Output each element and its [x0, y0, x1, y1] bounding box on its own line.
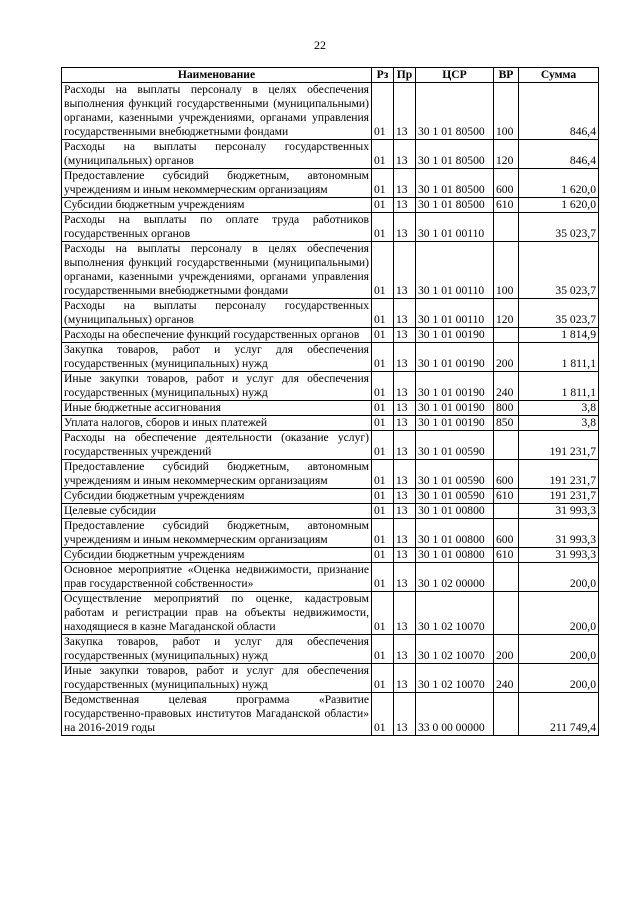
- cell-sum: 31 993,3: [519, 548, 599, 563]
- cell-pr: 13: [394, 140, 416, 169]
- table-row: [62, 169, 599, 198]
- cell-rz: 01: [372, 83, 394, 140]
- cell-rz: 01: [372, 140, 394, 169]
- cell-pr: 13: [394, 664, 416, 693]
- cell-csr: 30 1 01 80500: [416, 198, 494, 213]
- cell-csr: 30 1 01 00590: [416, 460, 494, 489]
- cell-name: Целевые субсидии: [62, 504, 372, 519]
- cell-vr: [494, 431, 519, 460]
- cell-name: Расходы на выплаты персоналу в целях обеспечения выполнения функций государственными (муниципальными) органами, казенными учреждениями, органами управления государственными внебюджетными фондами: [62, 83, 372, 140]
- cell-vr: 100: [494, 83, 519, 140]
- cell-vr: 240: [494, 664, 519, 693]
- cell-csr: 30 1 01 00110: [416, 213, 494, 242]
- cell-vr: 100: [494, 242, 519, 299]
- header-sum: Сумма: [519, 68, 599, 83]
- cell-vr: [494, 592, 519, 635]
- cell-rz: 01: [372, 563, 394, 592]
- cell-vr: 610: [494, 489, 519, 504]
- cell-csr: 30 1 02 00000: [416, 563, 494, 592]
- cell-sum: 1 811,1: [519, 372, 599, 401]
- cell-rz: 01: [372, 198, 394, 213]
- table-row: [62, 635, 599, 664]
- cell-rz: 01: [372, 328, 394, 343]
- cell-csr: 30 1 01 00590: [416, 431, 494, 460]
- cell-rz: 01: [372, 460, 394, 489]
- page-number: 22: [314, 38, 326, 52]
- cell-pr: 13: [394, 460, 416, 489]
- cell-sum: 1 814,9: [519, 328, 599, 343]
- table-row: [62, 489, 599, 504]
- cell-pr: 13: [394, 328, 416, 343]
- table-row: [62, 693, 599, 736]
- cell-pr: 13: [394, 635, 416, 664]
- cell-vr: 610: [494, 198, 519, 213]
- cell-name: Иные закупки товаров, работ и услуг для обеспечения государственных (муниципальных) нужд: [62, 664, 372, 693]
- cell-name: Иные закупки товаров, работ и услуг для обеспечения государственных (муниципальных) нужд: [62, 372, 372, 401]
- cell-sum: 191 231,7: [519, 431, 599, 460]
- cell-csr: 30 1 01 00190: [416, 328, 494, 343]
- cell-csr: 30 1 01 00190: [416, 401, 494, 416]
- cell-vr: [494, 328, 519, 343]
- cell-pr: 13: [394, 242, 416, 299]
- cell-pr: 13: [394, 198, 416, 213]
- cell-pr: 13: [394, 431, 416, 460]
- cell-sum: 1 620,0: [519, 198, 599, 213]
- cell-name: Расходы на обеспечение функций государственных органов: [62, 328, 372, 343]
- cell-rz: 01: [372, 372, 394, 401]
- cell-rz: 01: [372, 519, 394, 548]
- cell-pr: 13: [394, 489, 416, 504]
- header-pr: Пр: [394, 68, 416, 83]
- cell-vr: 600: [494, 460, 519, 489]
- cell-pr: 13: [394, 83, 416, 140]
- cell-pr: 13: [394, 548, 416, 563]
- cell-name: Ведомственная целевая программа «Развитие государственно-правовых институтов Магаданской области» на 2016-2019 годы: [62, 693, 372, 736]
- table-row: [62, 328, 599, 343]
- cell-sum: 31 993,3: [519, 504, 599, 519]
- cell-vr: [494, 213, 519, 242]
- cell-csr: 30 1 01 00800: [416, 504, 494, 519]
- cell-name: Расходы на обеспечение деятельности (оказание услуг) государственных учреждений: [62, 431, 372, 460]
- cell-pr: 13: [394, 343, 416, 372]
- cell-pr: 13: [394, 372, 416, 401]
- cell-sum: 31 993,3: [519, 519, 599, 548]
- header-row: [62, 68, 599, 83]
- budget-table: [61, 67, 599, 736]
- cell-vr: 600: [494, 519, 519, 548]
- cell-vr: 610: [494, 548, 519, 563]
- cell-name: Расходы на выплаты по оплате труда работников государственных органов: [62, 213, 372, 242]
- cell-csr: 30 1 01 00800: [416, 519, 494, 548]
- cell-name: Уплата налогов, сборов и иных платежей: [62, 416, 372, 431]
- cell-vr: [494, 563, 519, 592]
- cell-sum: 1 620,0: [519, 169, 599, 198]
- cell-vr: 200: [494, 343, 519, 372]
- table-row: [62, 416, 599, 431]
- cell-name: Субсидии бюджетным учреждениям: [62, 548, 372, 563]
- cell-name: Предоставление субсидий бюджетным, автономным учреждениям и иным некоммерческим организациям: [62, 169, 372, 198]
- cell-vr: 120: [494, 299, 519, 328]
- cell-pr: 13: [394, 213, 416, 242]
- table-row: [62, 548, 599, 563]
- cell-rz: 01: [372, 504, 394, 519]
- cell-name: Расходы на выплаты персоналу в целях обеспечения выполнения функций государственными (муниципальными) органами, казенными учреждениями, органами управления государственными внебюджетными фондами: [62, 242, 372, 299]
- cell-csr: 30 1 01 00110: [416, 299, 494, 328]
- cell-vr: 200: [494, 635, 519, 664]
- cell-csr: 30 1 01 00190: [416, 416, 494, 431]
- cell-name: Расходы на выплаты персоналу государственных (муниципальных) органов: [62, 140, 372, 169]
- cell-rz: 01: [372, 635, 394, 664]
- cell-sum: 3,8: [519, 416, 599, 431]
- table-header: [62, 68, 599, 83]
- cell-sum: 846,4: [519, 83, 599, 140]
- cell-csr: 30 1 01 00800: [416, 548, 494, 563]
- table-row: [62, 343, 599, 372]
- cell-name: Субсидии бюджетным учреждениям: [62, 489, 372, 504]
- cell-sum: 200,0: [519, 563, 599, 592]
- cell-vr: [494, 504, 519, 519]
- cell-rz: 01: [372, 548, 394, 563]
- cell-csr: 30 1 01 00110: [416, 242, 494, 299]
- cell-name: Субсидии бюджетным учреждениям: [62, 198, 372, 213]
- cell-csr: 33 0 00 00000: [416, 693, 494, 736]
- cell-vr: 120: [494, 140, 519, 169]
- cell-csr: 30 1 02 10070: [416, 664, 494, 693]
- cell-sum: 200,0: [519, 664, 599, 693]
- table-row: [62, 563, 599, 592]
- cell-csr: 30 1 01 80500: [416, 140, 494, 169]
- table-row: [62, 213, 599, 242]
- cell-sum: 1 811,1: [519, 343, 599, 372]
- cell-csr: 30 1 02 10070: [416, 592, 494, 635]
- cell-csr: 30 1 01 80500: [416, 83, 494, 140]
- cell-rz: 01: [372, 401, 394, 416]
- cell-sum: 3,8: [519, 401, 599, 416]
- cell-name: Закупка товаров, работ и услуг для обеспечения государственных (муниципальных) нужд: [62, 343, 372, 372]
- cell-rz: 01: [372, 169, 394, 198]
- cell-name: Предоставление субсидий бюджетным, автономным учреждениям и иным некоммерческим организациям: [62, 460, 372, 489]
- table-body: [62, 83, 599, 736]
- cell-pr: 13: [394, 693, 416, 736]
- table-row: [62, 519, 599, 548]
- cell-name: Основное мероприятие «Оценка недвижимости, признание прав государственной собственности»: [62, 563, 372, 592]
- cell-pr: 13: [394, 504, 416, 519]
- cell-vr: 600: [494, 169, 519, 198]
- cell-csr: 30 1 01 00190: [416, 343, 494, 372]
- cell-rz: 01: [372, 664, 394, 693]
- table-row: [62, 664, 599, 693]
- cell-vr: [494, 693, 519, 736]
- cell-name: Иные бюджетные ассигнования: [62, 401, 372, 416]
- cell-csr: 30 1 01 00590: [416, 489, 494, 504]
- table-row: [62, 83, 599, 140]
- table-row: [62, 401, 599, 416]
- header-vr: ВР: [494, 68, 519, 83]
- cell-sum: 200,0: [519, 592, 599, 635]
- cell-sum: 191 231,7: [519, 460, 599, 489]
- cell-sum: 35 023,7: [519, 242, 599, 299]
- cell-sum: 211 749,4: [519, 693, 599, 736]
- header-name: Наименование: [62, 68, 372, 83]
- table-row: [62, 460, 599, 489]
- cell-name: Расходы на выплаты персоналу государственных (муниципальных) органов: [62, 299, 372, 328]
- cell-vr: 240: [494, 372, 519, 401]
- cell-vr: 850: [494, 416, 519, 431]
- table-row: [62, 299, 599, 328]
- header-csr: ЦСР: [416, 68, 494, 83]
- cell-csr: 30 1 02 10070: [416, 635, 494, 664]
- cell-pr: 13: [394, 592, 416, 635]
- cell-rz: 01: [372, 693, 394, 736]
- cell-pr: 13: [394, 519, 416, 548]
- cell-pr: 13: [394, 401, 416, 416]
- table-row: [62, 431, 599, 460]
- cell-sum: 35 023,7: [519, 299, 599, 328]
- cell-pr: 13: [394, 416, 416, 431]
- cell-name: Осуществление мероприятий по оценке, кадастровым работам и регистрации прав на объекты недвижимости, находящиеся в казне Магаданской области: [62, 592, 372, 635]
- table-row: [62, 592, 599, 635]
- cell-rz: 01: [372, 431, 394, 460]
- cell-rz: 01: [372, 343, 394, 372]
- cell-pr: 13: [394, 563, 416, 592]
- header-rz: Рз: [372, 68, 394, 83]
- cell-csr: 30 1 01 00190: [416, 372, 494, 401]
- cell-name: Закупка товаров, работ и услуг для обеспечения государственных (муниципальных) нужд: [62, 635, 372, 664]
- cell-name: Предоставление субсидий бюджетным, автономным учреждениям и иным некоммерческим организациям: [62, 519, 372, 548]
- cell-sum: 191 231,7: [519, 489, 599, 504]
- table-row: [62, 242, 599, 299]
- cell-sum: 846,4: [519, 140, 599, 169]
- table-row: [62, 198, 599, 213]
- cell-vr: 800: [494, 401, 519, 416]
- cell-pr: 13: [394, 169, 416, 198]
- cell-rz: 01: [372, 592, 394, 635]
- cell-rz: 01: [372, 489, 394, 504]
- cell-rz: 01: [372, 242, 394, 299]
- cell-csr: 30 1 01 80500: [416, 169, 494, 198]
- cell-rz: 01: [372, 213, 394, 242]
- cell-pr: 13: [394, 299, 416, 328]
- table-row: [62, 140, 599, 169]
- cell-rz: 01: [372, 416, 394, 431]
- table-row: [62, 372, 599, 401]
- cell-rz: 01: [372, 299, 394, 328]
- table-row: [62, 504, 599, 519]
- cell-sum: 200,0: [519, 635, 599, 664]
- cell-sum: 35 023,7: [519, 213, 599, 242]
